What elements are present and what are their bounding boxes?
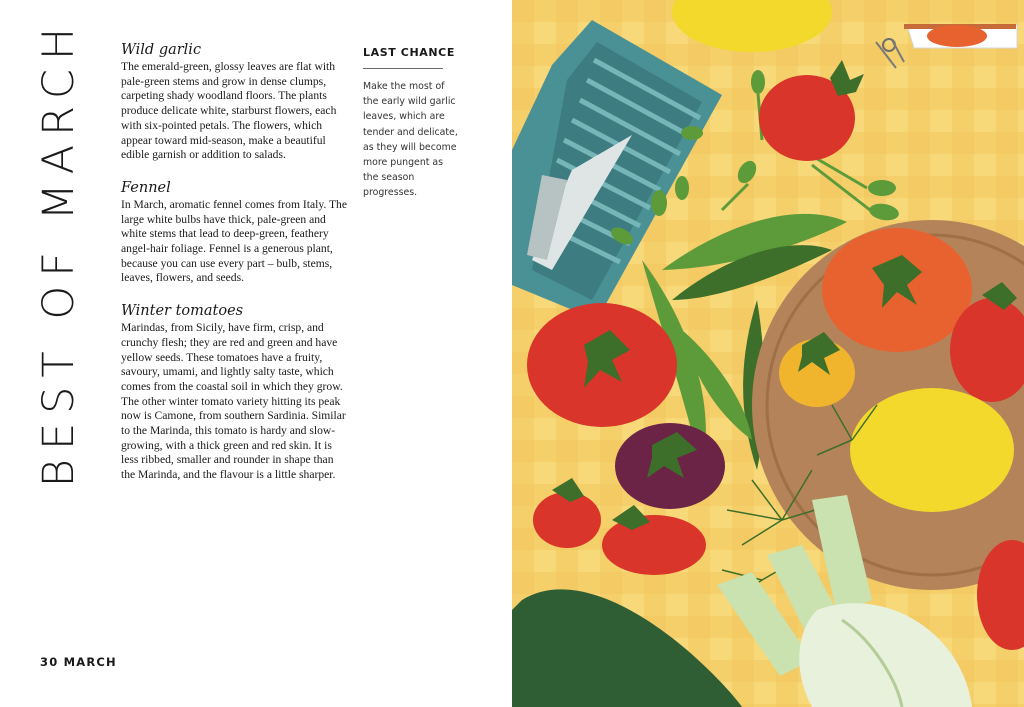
- entry-fennel: [121, 180, 349, 286]
- page-number: 30 MARCH: [40, 655, 117, 669]
- sidebar-last-chance: [363, 46, 461, 201]
- entry-heading: Fennel: [121, 179, 171, 196]
- vegetable-illustration: [512, 0, 1024, 707]
- lemon-on-board: [850, 388, 1014, 512]
- red-tomato-left: [527, 303, 677, 427]
- main-text-column: [121, 42, 349, 500]
- illustration-page: [512, 0, 1024, 707]
- purple-tomato: [615, 423, 725, 509]
- page-title: BEST OF MARCH: [34, 18, 84, 488]
- entry-body: Marindas, from Sicily, have firm, crisp, and crunchy flesh; they are red and green and have yellow seeds. These tomatoes have a fruity, savoury, umami, and lightly salty taste, which comes from the coastal soil in which they grow. The other winter tomato variety hitting its peak now is Camone, from southern Sardinia. Similar to the Marinda, this tomato is hardy and slow-growing, with a thick green and red skin. It is less ribbed, smaller and rounder in shape than the Marinda, and the flavour is a little sharper.: [121, 321, 346, 482]
- entry-body: The emerald-green, glossy leaves are flat with pale-green stems and grow in dense clumps, carpeting shady woodland floors. The plants produce delicate white, starburst flowers, each with six-pointed petals. The flowers, which appear toward mid-season, make a beautiful edible garnish or addition to salads.: [121, 60, 337, 162]
- entry-winter-tomatoes: [121, 303, 349, 483]
- sidebar-heading: LAST CHANCE: [363, 46, 455, 59]
- entry-heading: Winter tomatoes: [121, 303, 244, 320]
- sidebar-divider: [363, 68, 443, 69]
- entry-heading: Wild garlic: [121, 42, 202, 58]
- entry-wild-garlic: [121, 42, 349, 163]
- entry-body: In March, aromatic fennel comes from Italy. The large white bulbs have thick, pale-green and white stems that lead to deep-green, feathery angel-hair foliage. Fennel is a generous plant, because you can use every part – bulb, stems, leaves, flowers, and seeds.: [121, 197, 347, 285]
- sidebar-body: Make the most of the early wild garlic leaves, which are tender and delicate, as they will become more pungent as the season progresses.: [363, 81, 458, 199]
- orange-tomato: [822, 228, 972, 352]
